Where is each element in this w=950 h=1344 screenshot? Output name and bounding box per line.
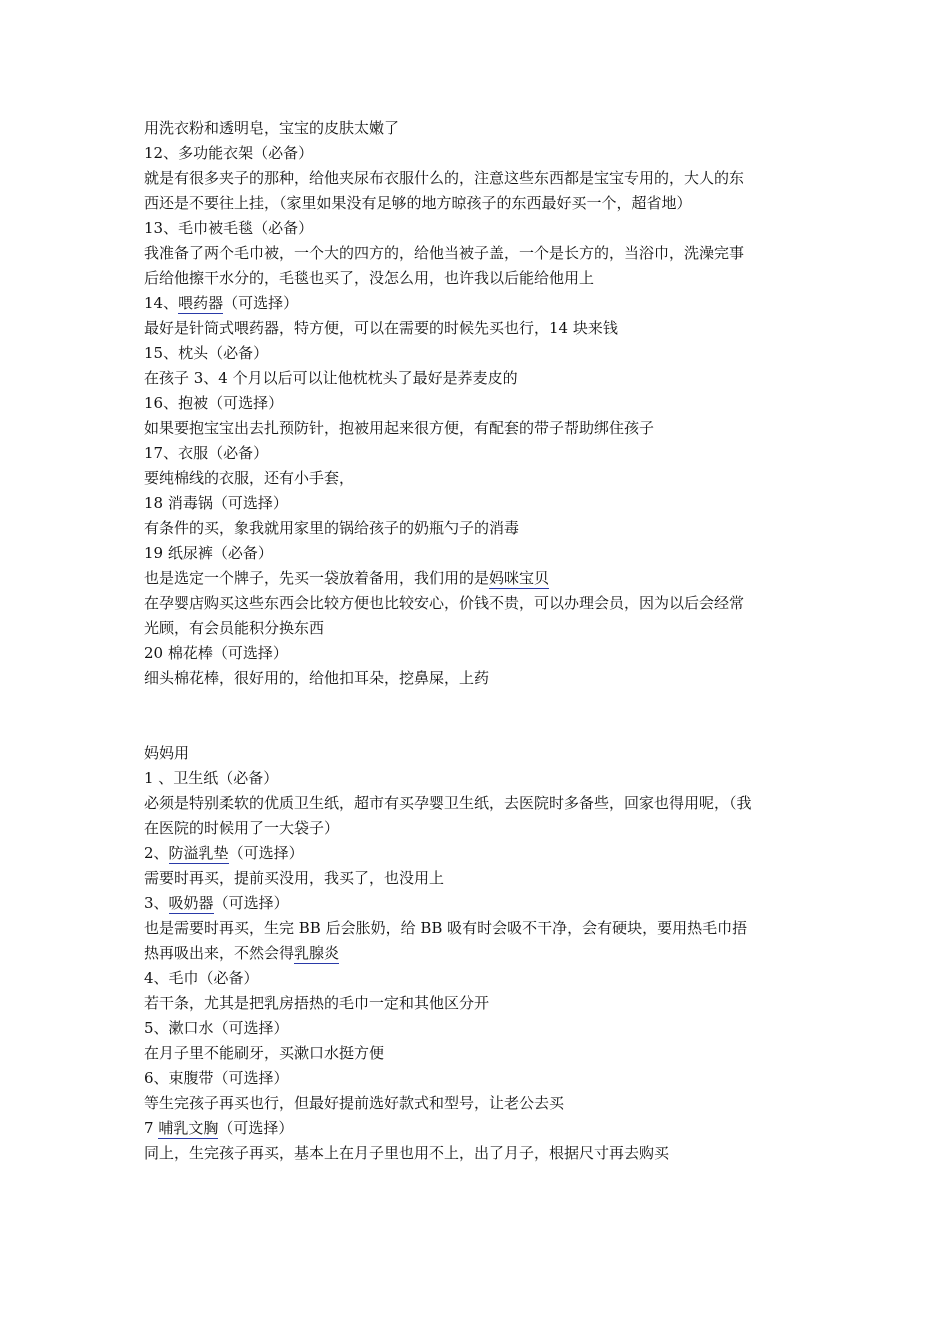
text-segment: 也是选定一个牌子，先买一袋放着备用，我们用的是	[144, 569, 490, 587]
item-number: 2、	[144, 844, 169, 862]
text-line: 也是需要时再买，生完 BB 后会胀奶，给 BB 吸有时会吸不干净，会有硬块，要用热毛巾捂	[144, 919, 748, 937]
section-heading-mother: 妈妈用	[144, 744, 190, 762]
item-heading-sterilizer: 18 消毒锅（可选择）	[144, 494, 288, 512]
item-heading-mouthwash: 5、漱口水（可选择）	[144, 1019, 289, 1037]
item-heading-hanger: 12、多功能衣架（必备）	[144, 144, 314, 162]
item-heading-belly-band: 6、束腹带（可选择）	[144, 1069, 289, 1087]
item-heading-swaddle: 16、抱被（可选择）	[144, 394, 284, 412]
item-heading-breast-pump	[144, 891, 816, 916]
link-mastitis[interactable]: 乳腺炎	[294, 944, 340, 962]
text-segment: 热再吸出来，不然会得	[144, 944, 295, 962]
item-heading-pillow: 15、枕头（必备）	[144, 344, 269, 362]
item-number: 3、	[144, 894, 169, 912]
text-line: 如果要抱宝宝出去扎预防针，抱被用起来很方便，有配套的带子帮助绑住孩子	[144, 419, 655, 437]
document-page	[144, 116, 816, 1166]
text-line: 在医院的时候用了一大袋子）	[144, 819, 340, 837]
text-line: 在孩子 3、4 个月以后可以让他枕枕头了最好是荞麦皮的	[144, 369, 518, 387]
text-line: 在孕婴店购买这些东西会比较方便也比较安心，价钱不贵，可以办理会员，因为以后会经常	[144, 594, 745, 612]
item-tag: （可选择）	[223, 294, 299, 312]
link-medicine-feeder[interactable]: 喂药器	[178, 294, 224, 312]
text-line: 西还是不要往上挂，（家里如果没有足够的地方晾孩子的东西最好买一个，超省地）	[144, 194, 692, 212]
text-line: 就是有很多夹子的那种，给他夹尿布衣服什么的，注意这些东西都是宝宝专用的，大人的东	[144, 169, 745, 187]
item-heading-nursing-bra	[144, 1116, 816, 1141]
text-line: 若干条，尤其是把乳房捂热的毛巾一定和其他区分开	[144, 994, 490, 1012]
text-line	[144, 566, 816, 591]
text-line: 后给他擦干水分的，毛毯也买了，没怎么用，也许我以后能给他用上	[144, 269, 595, 287]
link-nursing-bra[interactable]: 哺乳文胸	[158, 1119, 219, 1137]
item-heading-medicine-feeder	[144, 291, 816, 316]
item-tag: （可选择）	[218, 1119, 294, 1137]
text-line: 等生完孩子再买也行，但最好提前选好款式和型号，让老公去买	[144, 1094, 565, 1112]
item-number: 7	[144, 1119, 159, 1137]
text-line	[144, 941, 816, 966]
link-nursing-pad[interactable]: 防溢乳垫	[168, 844, 229, 862]
item-heading-blanket: 13、毛巾被毛毯（必备）	[144, 219, 314, 237]
text-line: 光顾，有会员能积分换东西	[144, 619, 325, 637]
text-line: 需要时再买，提前买没用，我买了，也没用上	[144, 869, 445, 887]
item-number: 14、	[144, 294, 179, 312]
item-heading-cotton-swab: 20 棉花棒（可选择）	[144, 644, 288, 662]
text-line: 有条件的买，象我就用家里的锅给孩子的奶瓶勺子的消毒	[144, 519, 520, 537]
item-heading-tissue: 1 、卫生纸（必备）	[144, 769, 279, 787]
item-tag: （可选择）	[228, 844, 304, 862]
link-brand[interactable]: 妈咪宝贝	[489, 569, 550, 587]
text-line: 要纯棉线的衣服，还有小手套，	[144, 469, 355, 487]
text-line: 在月子里不能刷牙，买漱口水挺方便	[144, 1044, 385, 1062]
text-line: 我准备了两个毛巾被，一个大的四方的，给他当被子盖，一个是长方的，当浴巾，洗澡完事	[144, 244, 745, 262]
text-line: 最好是针筒式喂药器，特方便，可以在需要的时候先买也行，14 块来钱	[144, 319, 618, 337]
item-heading-diapers: 19 纸尿裤（必备）	[144, 544, 273, 562]
text-line: 同上，生完孩子再买，基本上在月子里也用不上，出了月子，根据尺寸再去购买	[144, 1144, 670, 1162]
text-line: 必须是特别柔软的优质卫生纸，超市有买孕婴卫生纸，去医院时多备些，回家也得用呢，（我	[144, 794, 752, 812]
item-heading-clothes: 17、衣服（必备）	[144, 444, 269, 462]
section-gap	[144, 691, 816, 741]
text-line: 用洗衣粉和透明皂，宝宝的皮肤太嫩了	[144, 119, 400, 137]
text-line: 细头棉花棒，很好用的，给他扣耳朵，挖鼻屎，上药	[144, 669, 490, 687]
item-heading-towel: 4、毛巾（必备）	[144, 969, 259, 987]
link-breast-pump[interactable]: 吸奶器	[168, 894, 214, 912]
item-tag: （可选择）	[213, 894, 289, 912]
item-heading-nursing-pad	[144, 841, 816, 866]
